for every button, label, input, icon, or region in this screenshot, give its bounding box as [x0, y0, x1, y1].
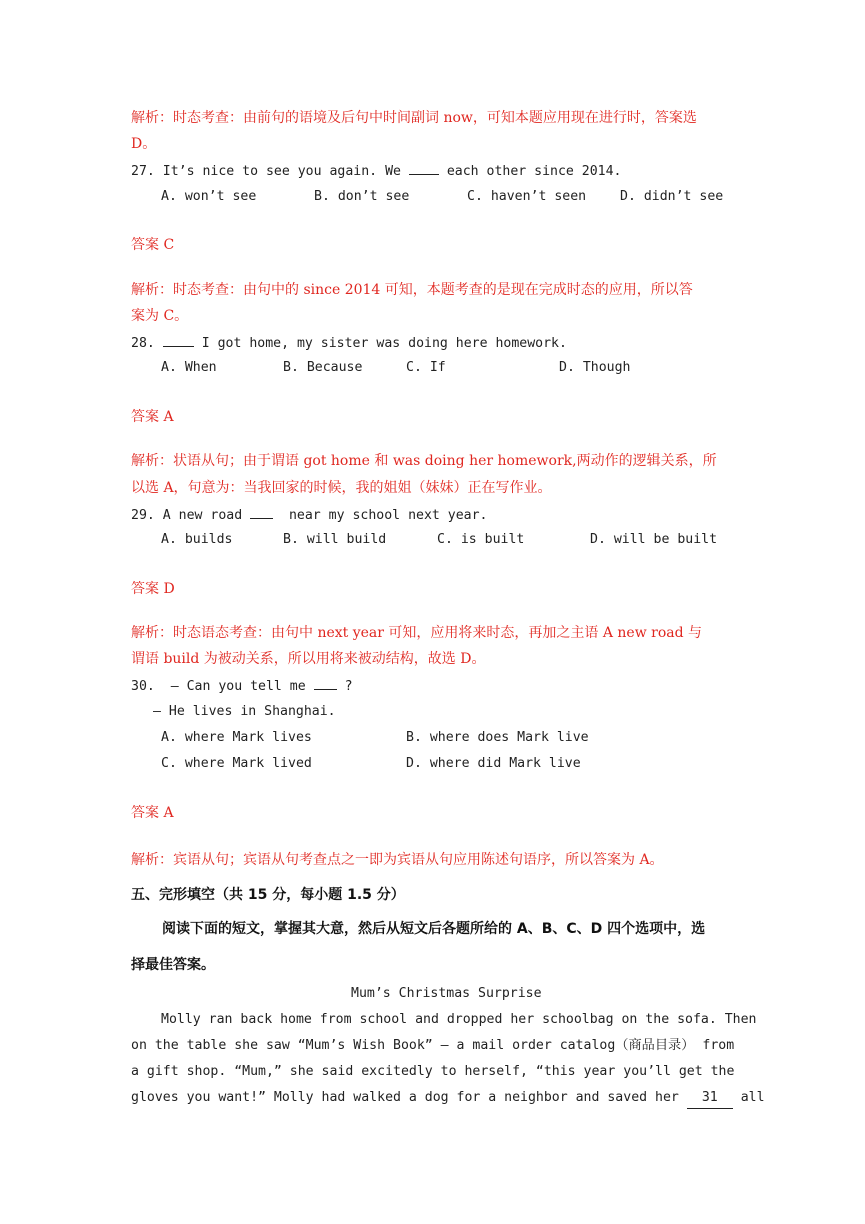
q29-option-d: D. will be built [590, 532, 718, 547]
passage-title: Mum’s Christmas Surprise [351, 986, 542, 1001]
q29-stem [131, 504, 487, 526]
q29-option-a: A. builds [161, 532, 233, 547]
q28-answer: 答案 A [131, 409, 174, 425]
section5-instruction-line2: 择最佳答案。 [131, 957, 215, 973]
passage-line3: a gift shop. “Mum,” she said excitedly to herself, “this year you’ll get the [131, 1064, 735, 1079]
q28-analysis-line1: 解析：状语从句；由于谓语 got home 和 was doing her homework,两动作的逻辑关系，所 [131, 453, 717, 469]
q26-analysis-line1: 解析：时态考查：由前句的语境及后句中时间副词 now，可知本题应用现在进行时，答案选 [131, 110, 697, 126]
q28-option-c: C. If [406, 360, 446, 375]
blank-31: 31 [687, 1088, 733, 1109]
q27-stem-after: each other since 2014. [438, 164, 622, 179]
section5-instruction-line1: 阅读下面的短文，掌握其大意，然后从短文后各题所给的 A、B、C、D 四个选项中，选 [162, 921, 706, 937]
q26-analysis-line2: D。 [131, 136, 157, 152]
q30-option-b: B. where does Mark live [406, 730, 589, 745]
section5-heading: 五、完形填空（共 15 分，每小题 1.5 分） [131, 887, 405, 903]
q27-stem-before: 27. It’s nice to see you again. We [131, 164, 409, 179]
q28-stem-before: 28. [131, 336, 163, 351]
passage-line4 [131, 1088, 765, 1109]
q30-analysis-line1: 解析：宾语从句；宾语从句考查点之一即为宾语从句应用陈述句语序，所以答案为 A。 [131, 852, 664, 868]
q29-stem-after: near my school next year. [273, 508, 488, 523]
q27-option-b: B. don’t see [314, 189, 410, 204]
q29-stem-before: 29. A new road [131, 508, 251, 523]
passage-line2: on the table she saw “Mum’s Wish Book” – a mail order catalog（商品目录） from [131, 1038, 735, 1053]
q27-answer: 答案 C [131, 237, 175, 253]
q29-option-b: B. will build [283, 532, 387, 547]
q30-reply: – He lives in Shanghai. [153, 704, 336, 719]
q29-analysis-line1: 解析：时态语态考查：由句中 next year 可知，应用将来时态，再加之主语 A new road 与 [131, 625, 703, 641]
q27-option-a: A. won’t see [161, 189, 257, 204]
q30-option-a: A. where Mark lives [161, 730, 312, 745]
passage-line4-after: all [732, 1090, 765, 1105]
q27-stem [131, 160, 622, 182]
q30-blank [314, 675, 337, 690]
q27-option-d: D. didn’t see [620, 189, 724, 204]
q28-analysis-line2: 以选 A，句意为：当我回家的时候，我的姐姐（妹妹）正在写作业。 [131, 480, 552, 496]
q27-option-c: C. haven’t seen [467, 189, 587, 204]
passage-line1: Molly ran back home from school and dropped her schoolbag on the sofa. Then [161, 1012, 757, 1027]
q29-answer: 答案 D [131, 581, 175, 597]
q27-analysis-line2: 案为 C。 [131, 308, 189, 324]
q29-blank [250, 504, 273, 519]
q30-option-d: D. where did Mark live [406, 756, 581, 771]
q30-option-c: C. where Mark lived [161, 756, 312, 771]
q27-blank [409, 160, 439, 175]
passage-line4-before: gloves you want!” Molly had walked a dog for a neighbor and saved her [131, 1090, 687, 1105]
q30-stem-before: 30. – Can you tell me [131, 679, 314, 694]
q30-stem-after: ? [336, 679, 353, 694]
q28-option-a: A. When [161, 360, 217, 375]
q29-analysis-line2: 谓语 build 为被动关系，所以用将来被动结构，故选 D。 [131, 651, 486, 667]
q27-analysis-line1: 解析：时态考查：由句中的 since 2014 可知，本题考查的是现在完成时态的应用，所以答 [131, 282, 693, 298]
q28-option-b: B. Because [283, 360, 363, 375]
q29-option-c: C. is built [437, 532, 525, 547]
q28-blank [163, 332, 194, 347]
q28-stem-after: I got home, my sister was doing here homework. [193, 336, 567, 351]
q28-option-d: D. Though [559, 360, 631, 375]
q30-stem [131, 675, 353, 697]
q30-answer: 答案 A [131, 805, 174, 821]
q28-stem [131, 332, 567, 354]
